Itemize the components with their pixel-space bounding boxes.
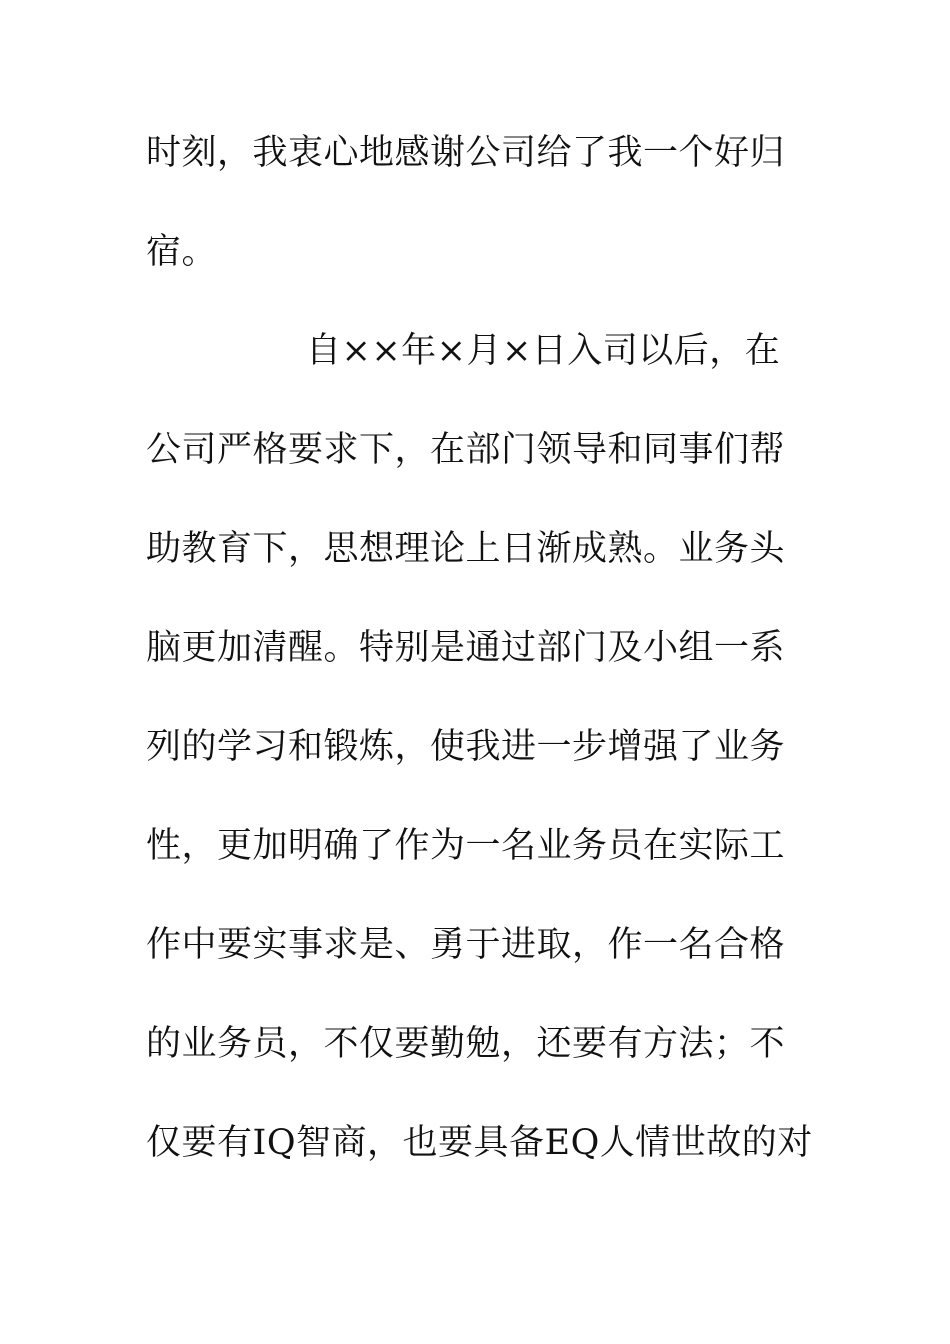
text-line-3-paragraph-start: 自××年×月×日入司以后，在 [306,331,781,371]
text-line-11: 仅要有IQ智商，也要具备EQ人情世故的对 [146,1123,813,1163]
text-line-2: 宿。 [146,232,218,272]
text-line-8: 性，更加明确了作为一名业务员在实际工 [146,826,786,866]
text-line-5: 助教育下，思想理论上日渐成熟。业务头 [146,529,786,569]
body-text [146,122,816,1211]
text-line-9: 作中要实事求是、勇于进取，作一名合格 [146,925,786,965]
text-line-7: 列的学习和锻炼，使我进一步增强了业务 [146,727,786,767]
text-line-10: 的业务员，不仅要勤勉，还要有方法；不 [146,1024,786,1064]
text-line-6: 脑更加清醒。特别是通过部门及小组一系 [146,628,786,668]
text-line-1: 时刻，我衷心地感谢公司给了我一个好归 [146,133,786,173]
text-line-4: 公司严格要求下，在部门领导和同事们帮 [146,430,786,470]
